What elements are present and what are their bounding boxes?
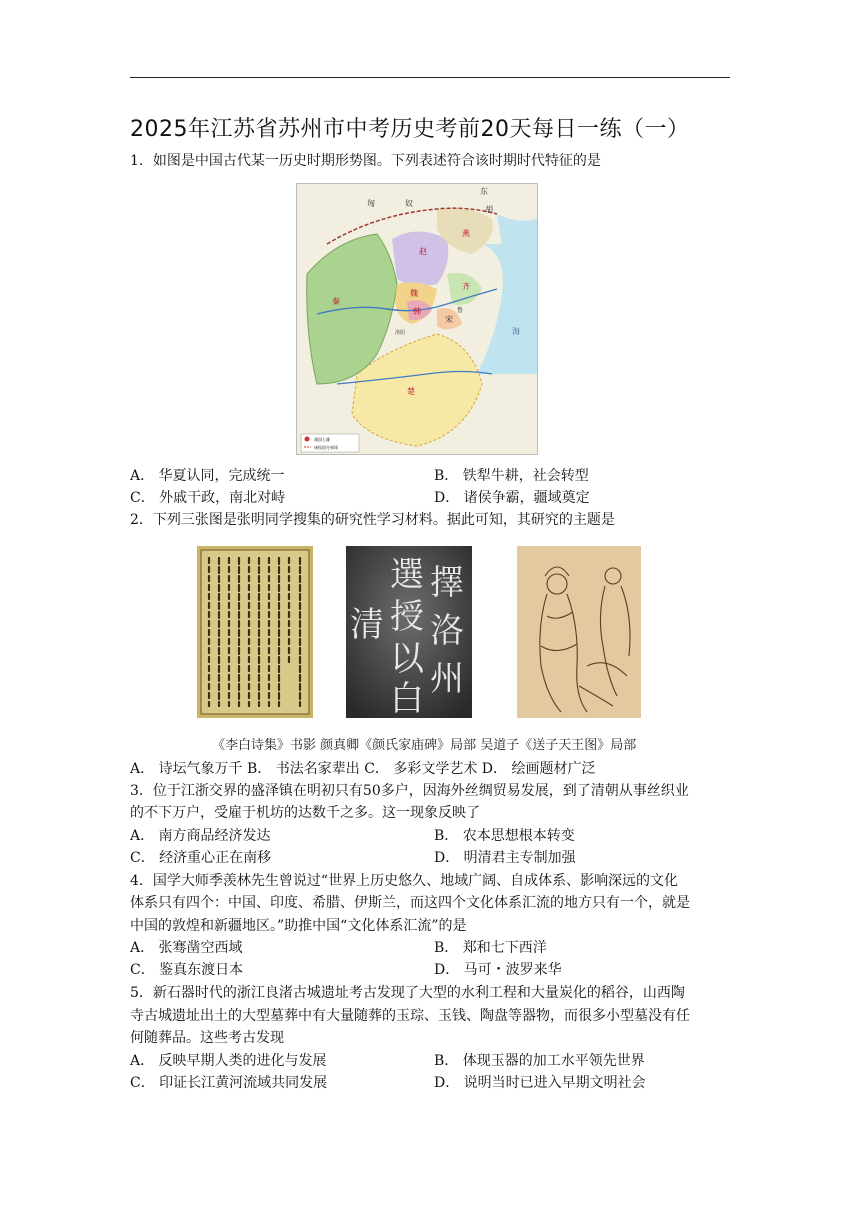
map-label: 魏 (410, 289, 418, 298)
q4-stem-line-3: 中国的敦煌和新疆地区。”助推中国“文化体系汇流”的是 (130, 918, 467, 934)
stele-char: 白 (390, 679, 424, 718)
q1-stem: 1．如图是中国古代某一历史时期形势图。下列表述符合该时期时代特征的是 (130, 153, 601, 169)
q4-option-d[interactable]: D． 马可・波罗来华 (434, 962, 562, 978)
wu-daozi-painting-image (517, 546, 641, 718)
q2-stem: 2．下列三张图是张明同学搜集的研究性学习材料。据此可知，其研究的主题是 (130, 512, 615, 528)
stele-char: 選 (390, 555, 424, 595)
q5-option-d[interactable]: D． 说明当时已进入早期文明社会 (434, 1075, 646, 1091)
stele-char: 授 (390, 597, 424, 637)
map-label: 韩 (413, 307, 421, 316)
map-label: 楚 (407, 387, 415, 396)
map-label: 洛阳 (395, 330, 406, 336)
q1-option-b[interactable]: B． 铁犁牛耕，社会转型 (434, 468, 589, 484)
q5-stem-line-3: 何随葬品。这些考古发现 (130, 1030, 284, 1046)
q4-option-b[interactable]: B． 郑和七下西洋 (434, 940, 547, 956)
q1-option-a[interactable]: A． 华夏认同，完成统一 (130, 468, 285, 484)
q4-option-c[interactable]: C． 鉴真东渡日本 (130, 962, 244, 978)
header-rule (130, 77, 730, 78)
q3-stem-line-2: 的不下万户，受雇于机坊的达数千之多。这一现象反映了 (130, 805, 480, 821)
map-label: 匈 (367, 199, 375, 208)
map-svg (297, 184, 537, 454)
map-label: 鲁 (457, 307, 464, 314)
map-label: 宋 (445, 315, 453, 324)
map-label: 齐 (462, 282, 470, 291)
q5-option-a[interactable]: A． 反映早期人类的进化与发展 (130, 1053, 327, 1069)
map-label: 海 (512, 327, 520, 336)
map-label: 胡 (485, 205, 493, 214)
q5-option-b[interactable]: B． 体现玉器的加工水平领先世界 (434, 1053, 645, 1069)
stele-char: 州 (430, 659, 464, 699)
q3-option-b[interactable]: B． 农本思想根本转变 (434, 828, 575, 844)
q5-stem-line-1: 5．新石器时代的浙江良渚古城遗址考古发现了大型的水利工程和大量炭化的稻谷，山西陶 (130, 985, 685, 1001)
q3-option-c[interactable]: C． 经济重心正在南移 (130, 850, 272, 866)
q3-stem-line-1: 3．位于江浙交界的盛泽镇在明初只有50多户，因海外丝绸贸易发展，到了清朝从事丝织业 (130, 783, 689, 799)
warring-states-map (296, 183, 538, 455)
q5-option-c[interactable]: C． 印证长江黄河流域共同发展 (130, 1075, 328, 1091)
q1-option-c[interactable]: C． 外戚干政，南北对峙 (130, 490, 286, 506)
q3-option-d[interactable]: D． 明清君主专制加强 (434, 850, 576, 866)
map-label: 奴 (405, 199, 413, 208)
q2-options[interactable]: A． 诗坛气象万千 B． 书法名家辈出 C． 多彩文学艺术 D． 绘画题材广泛 (130, 761, 596, 777)
yan-zhenqing-stele-image (346, 546, 472, 718)
stele-char: 以 (390, 639, 424, 679)
q2-caption: 《李白诗集》书影 颜真卿《颜氏家庙碑》局部 吴道子《送子天王图》局部 (212, 738, 637, 753)
q5-stem-line-2: 寺古城遗址出土的大型墓葬中有大量随葬的玉琮、玉钱、陶盘等器物，而很多小型墓没有任 (130, 1008, 690, 1024)
q4-option-a[interactable]: A． 张骞凿空西域 (130, 940, 243, 956)
map-label: 赵 (419, 247, 427, 256)
q4-stem-line-2: 体系只有四个：中国、印度、希腊、伊斯兰，而这四个文化体系汇流的地方只有一个，就是 (130, 895, 690, 911)
page-title: 2025年江苏省苏州市中考历史考前20天每日一练（一） (130, 117, 690, 142)
map-legend-2: 诸侯国分界线 (314, 445, 338, 450)
q1-option-d[interactable]: D． 诸侯争霸，疆域奠定 (434, 490, 590, 506)
stele-char: 擇 (430, 563, 464, 603)
q3-option-a[interactable]: A． 南方商品经济发达 (130, 828, 271, 844)
map-label: 秦 (332, 297, 340, 306)
stele-char: 清 (350, 605, 384, 645)
map-legend-1: 战国七雄 (314, 437, 330, 442)
stele-char: 洛 (430, 611, 464, 651)
map-label: 东 (480, 187, 488, 196)
q4-stem-line-1: 4．国学大师季羡林先生曾说过“世界上历史悠久、地域广阔、自成体系、影响深远的文化 (130, 873, 679, 889)
map-label: 燕 (462, 229, 470, 238)
li-bai-book-image (197, 546, 313, 718)
